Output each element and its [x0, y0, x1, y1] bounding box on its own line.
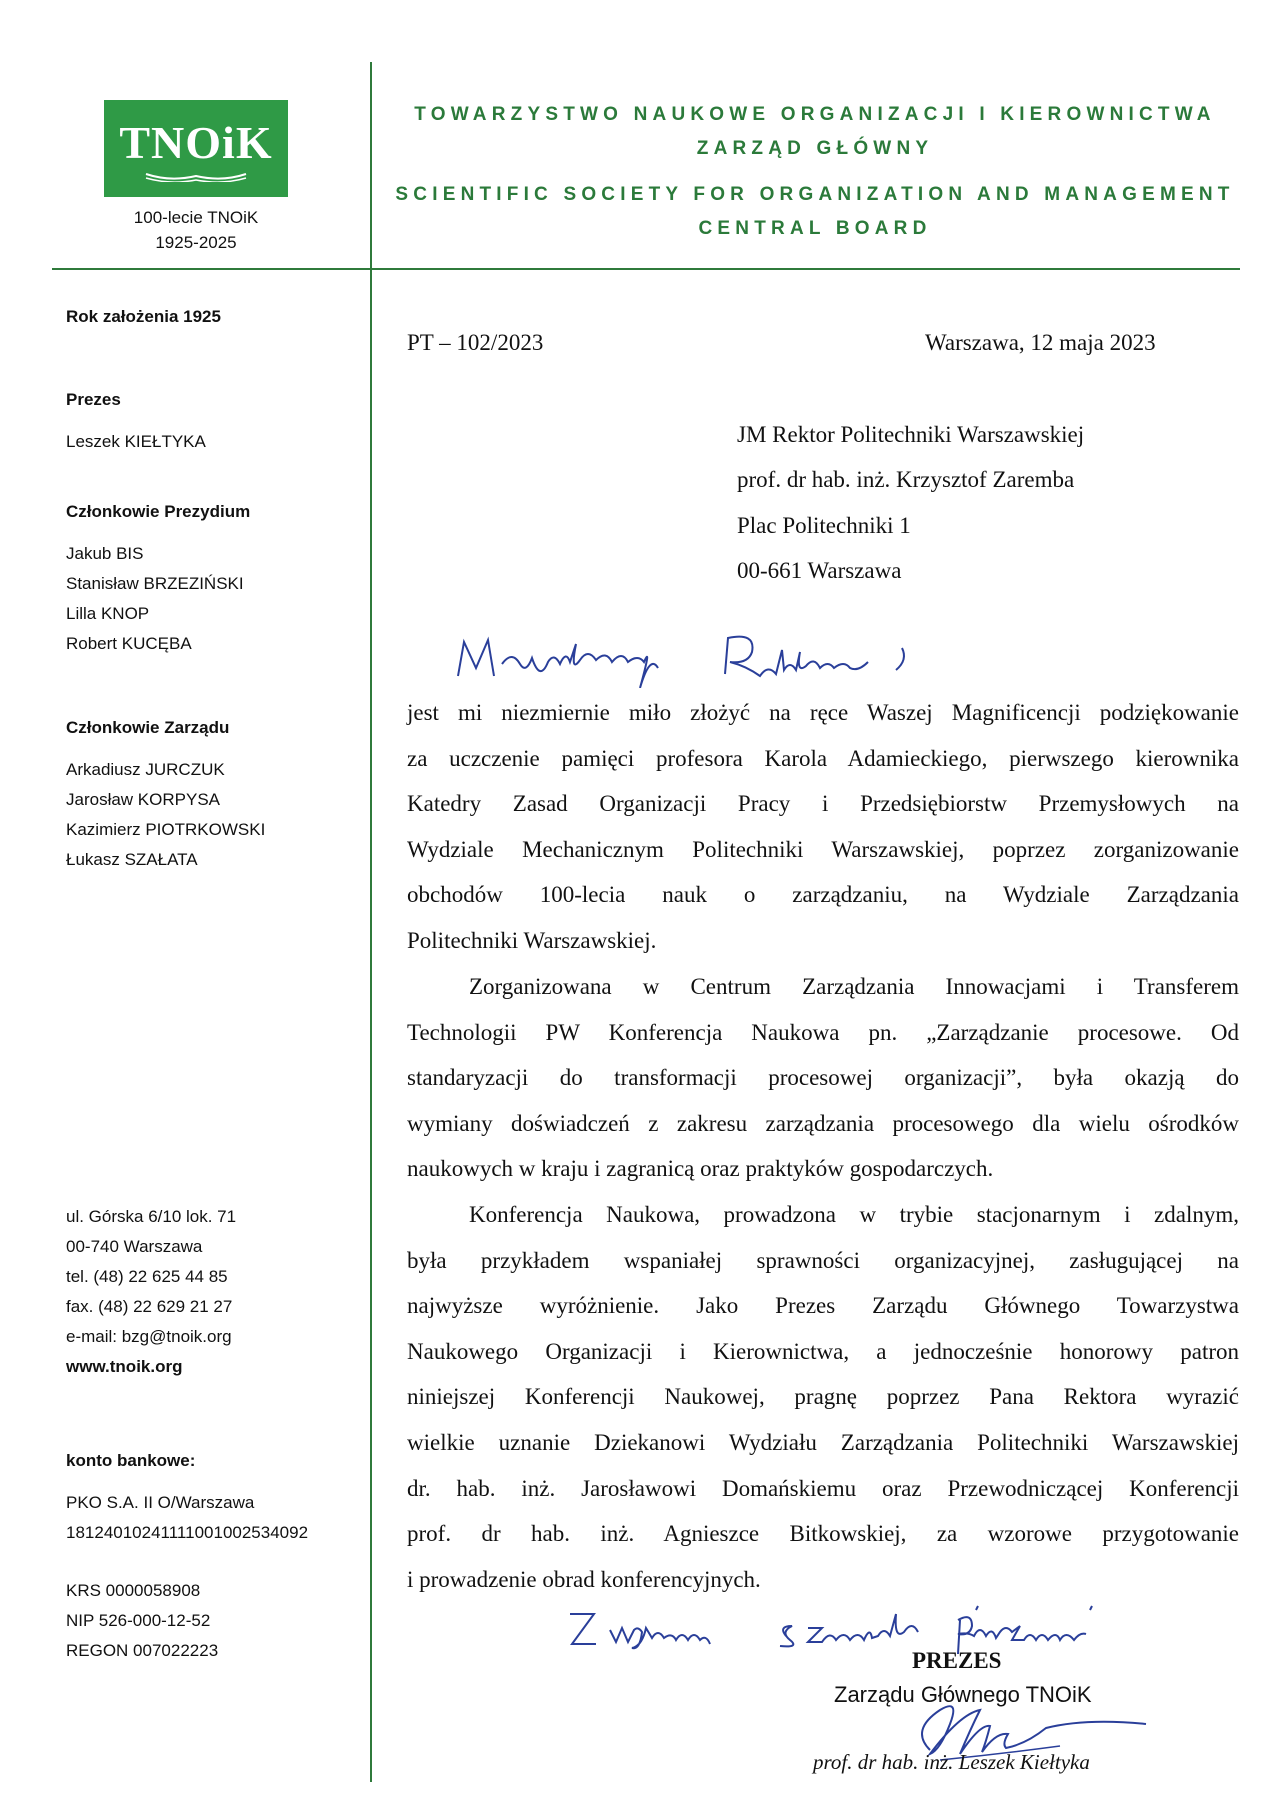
paragraph-line: wielkie uznanie Dziekanowi Wydziału Zarządzania Politechniki Warszawskiej: [407, 1429, 1239, 1455]
email-link[interactable]: e-mail: bzg@tnoik.org: [66, 1327, 232, 1346]
paragraph-line: prof. dr hab. inż. Agnieszce Bitkowskiej, za wzorowe przygotowanie: [407, 1521, 1239, 1547]
board-member: Arkadiusz JURCZUK: [66, 760, 225, 779]
header-pl-line2: ZARZĄD GŁÓWNY: [696, 138, 934, 159]
paragraph-line: najwyższe wyróżnienie. Jako Prezes Zarządu Głównego Towarzystwa: [407, 1293, 1239, 1319]
logo-caption-line1: 100-lecie TNOiK: [133, 208, 259, 227]
recipient-line: prof. dr hab. inż. Krzysztof Zaremba: [737, 467, 1075, 492]
letter-reference: PT – 102/2023: [407, 330, 544, 355]
sidebar-board: [66, 713, 366, 875]
sidebar-president: [66, 385, 366, 457]
bank-name: PKO S.A. II O/Warszawa: [66, 1493, 255, 1512]
fax: fax. (48) 22 629 21 27: [66, 1297, 233, 1316]
logo-caption-line2: 1925-2025: [155, 233, 237, 252]
recipient-line: Plac Politechniki 1: [737, 513, 911, 538]
paragraph-line: Konferencja Naukowa, prowadzona w trybie stacjonarnym i zdalnym,: [469, 1202, 1239, 1227]
sidebar-registry: [66, 1576, 366, 1666]
nip-number: NIP 526-000-12-52: [66, 1611, 211, 1630]
bank-account: 18124010241111001002534092: [66, 1523, 309, 1542]
presidium-member: Stanisław BRZEZIŃSKI: [66, 574, 244, 593]
handwritten-salutation: [450, 628, 920, 688]
paragraph-line: jest mi niezmiernie miło złożyć na ręce Waszej Magnificencji podziękowanie: [407, 700, 1239, 725]
sidebar-founded: [66, 302, 366, 332]
presidium-member: Jakub BIS: [66, 544, 144, 563]
logo-caption: [104, 205, 288, 255]
regon-number: REGON 007022223: [66, 1641, 219, 1660]
header-divider: [52, 268, 1240, 270]
presidium-member: Lilla KNOP: [66, 604, 150, 623]
board-member: Jarosław KORPYSA: [66, 790, 220, 809]
paragraph-line: Naukowego Organizacji i Kierownictwa, a jednocześnie honorowy patron: [407, 1338, 1239, 1364]
tnoik-logo: [104, 100, 288, 197]
website-link[interactable]: www.tnoik.org: [66, 1357, 183, 1376]
president-name: Leszek KIEŁTYKA: [66, 432, 206, 451]
logo-wordmark: TNOiK: [119, 117, 273, 168]
krs-number: KRS 0000058908: [66, 1581, 201, 1600]
paragraph-2: [407, 964, 1239, 1192]
vertical-divider: [370, 62, 372, 1782]
header-en-line2: CENTRAL BOARD: [698, 218, 932, 239]
presidium-member: Robert KUCĘBA: [66, 634, 192, 653]
paragraph-line: za uczczenie pamięci profesora Karola Adamieckiego, pierwszego kierownika: [407, 745, 1239, 771]
signature-board: Zarządu Głównego TNOiK: [834, 1682, 1092, 1707]
paragraph-line: Katedry Zasad Organizacji Pracy i Przedsiębiorstw Przemysłowych na: [407, 791, 1239, 817]
paragraph-line: Politechniki Warszawskiej.: [407, 927, 657, 953]
paragraph-1: [407, 690, 1239, 964]
sidebar-address: [66, 1202, 366, 1382]
header-pl-line1: TOWARZYSTWO NAUKOWE ORGANIZACJI I KIEROWNICTWA: [414, 104, 1216, 125]
board-heading: Członkowie Zarządu: [66, 718, 230, 737]
paragraph-line: była przykładem wspaniałej sprawności organizacyjnej, zasługującej na: [407, 1247, 1239, 1273]
recipient-line: JM Rektor Politechniki Warszawskiej: [737, 422, 1085, 447]
handwritten-closing: [560, 1600, 1180, 1656]
book-icon: [144, 172, 248, 182]
presidium-heading: Członkowie Prezydium: [66, 502, 251, 521]
board-member: Kazimierz PIOTRKOWSKI: [66, 820, 266, 839]
paragraph-line: Technologii PW Konferencja Naukowa pn. „Zarządzanie procesowe. Od: [407, 1019, 1239, 1045]
sidebar-bank: [66, 1446, 366, 1548]
paragraph-line: i prowadzenie obrad konferencyjnych.: [407, 1566, 761, 1592]
signature-title: PREZES: [912, 1648, 1002, 1673]
paragraph-line: standaryzacji do transformacji procesowej organizacji”, była okazją do: [407, 1065, 1239, 1091]
paragraph-line: Wydziale Mechanicznym Politechniki Warszawskiej, poprzez zorganizowanie: [407, 836, 1239, 862]
bank-heading: konto bankowe:: [66, 1451, 196, 1470]
paragraph-line: niniejszej Konferencji Naukowej, pragnę poprzez Pana Rektora wyrazić: [407, 1384, 1239, 1410]
founded-text: Rok założenia 1925: [66, 307, 221, 326]
paragraph-line: obchodów 100-lecia nauk o zarządzaniu, na Wydziale Zarządzania: [407, 882, 1239, 908]
board-member: Łukasz SZAŁATA: [66, 850, 198, 869]
letter-date: Warszawa, 12 maja 2023: [925, 330, 1156, 355]
paragraph-line: naukowych w kraju i zagranicą oraz praktyków gospodarczych.: [407, 1156, 994, 1182]
sidebar-presidium: [66, 497, 366, 659]
address-line: 00-740 Warszawa: [66, 1237, 203, 1256]
recipient-line: 00-661 Warszawa: [737, 558, 902, 583]
signature-name: prof. dr hab. inż. Leszek Kiełtyka: [813, 1750, 1090, 1774]
phone: tel. (48) 22 625 44 85: [66, 1267, 228, 1286]
paragraph-3: [407, 1192, 1239, 1602]
header-en-line1: SCIENTIFIC SOCIETY FOR ORGANIZATION AND MANAGEMENT: [395, 184, 1235, 205]
paragraph-line: wymiany doświadczeń z zakresu zarządzania procesowego dla wielu ośrodków: [407, 1110, 1239, 1136]
paragraph-line: dr. hab. inż. Jarosławowi Domańskiemu oraz Przewodniczącej Konferencji: [407, 1475, 1239, 1501]
paragraph-line: Zorganizowana w Centrum Zarządzania Innowacjami i Transferem: [469, 974, 1239, 999]
president-heading: Prezes: [66, 390, 121, 409]
address-line: ul. Górska 6/10 lok. 71: [66, 1207, 237, 1226]
